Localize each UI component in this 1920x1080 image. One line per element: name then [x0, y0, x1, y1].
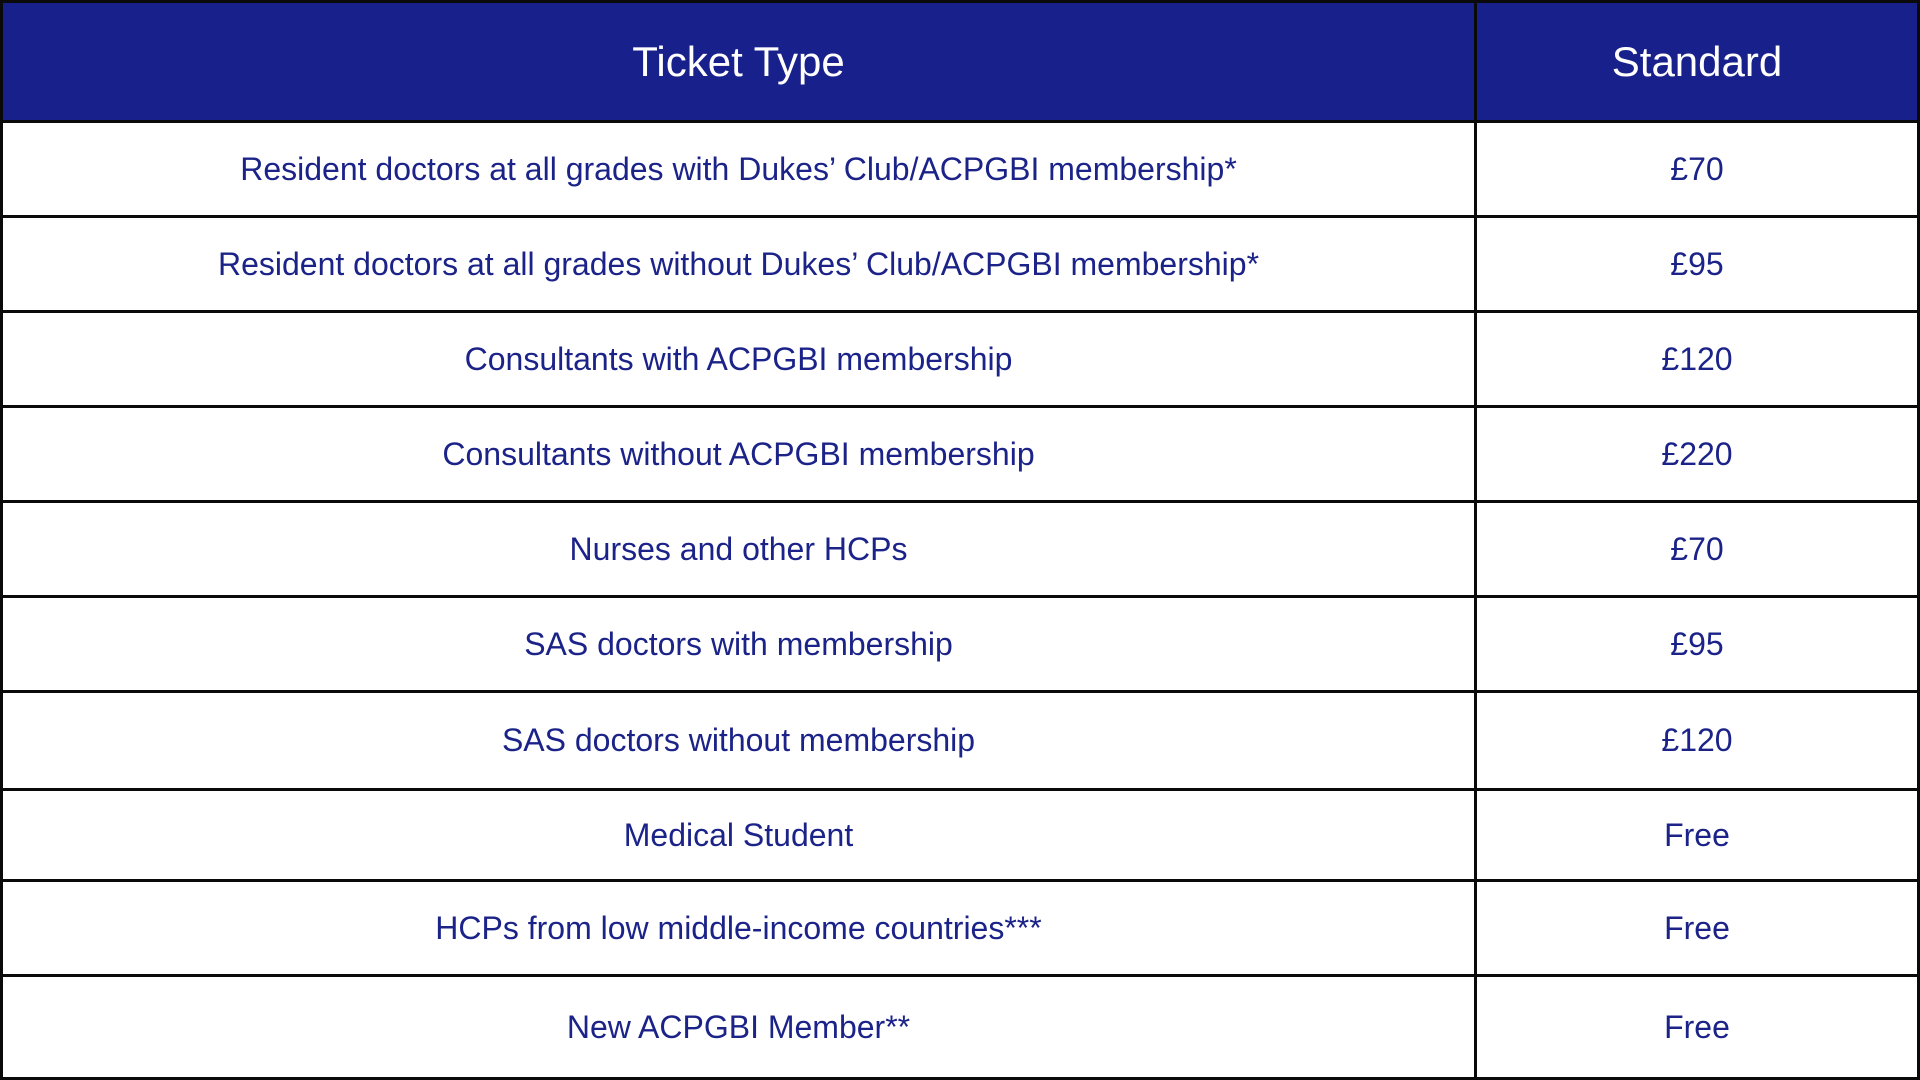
table-row — [3, 598, 1917, 693]
table-row — [3, 218, 1917, 313]
table-row — [3, 882, 1917, 977]
standard-price-cell: £220 — [1661, 435, 1733, 472]
ticket-type-cell: Nurses and other HCPs — [3, 503, 1477, 595]
ticket-type-cell: Medical Student — [3, 791, 1477, 879]
standard-price-cell: Free — [1664, 909, 1730, 946]
table-row — [3, 977, 1917, 1077]
standard-price-cell: £95 — [1670, 625, 1724, 662]
standard-price-cell: Free — [1664, 816, 1730, 853]
standard-price-cell: £120 — [1661, 340, 1733, 377]
ticket-type-cell: Resident doctors at all grades without Dukes’ Club/ACPGBI membership* — [3, 218, 1477, 310]
table-row — [3, 408, 1917, 503]
ticket-type-cell: HCPs from low middle-income countries*** — [3, 882, 1477, 974]
table-row — [3, 313, 1917, 408]
ticket-type-cell: Consultants without ACPGBI membership — [3, 408, 1477, 500]
table-row — [3, 693, 1917, 791]
ticket-type-cell: Resident doctors at all grades with Dukes’ Club/ACPGBI membership* — [3, 123, 1477, 215]
ticket-type-cell: SAS doctors without membership — [3, 693, 1477, 788]
header-ticket-type: Ticket Type — [3, 3, 1477, 120]
table-row — [3, 123, 1917, 218]
standard-price-cell: £70 — [1670, 150, 1724, 187]
ticket-type-cell: Consultants with ACPGBI membership — [3, 313, 1477, 405]
table-header-row — [3, 3, 1917, 123]
standard-price-cell: £70 — [1670, 530, 1724, 567]
table-row — [3, 791, 1917, 882]
standard-price-cell: £120 — [1661, 722, 1733, 758]
ticket-type-cell: SAS doctors with membership — [3, 598, 1477, 690]
table-row — [3, 503, 1917, 598]
ticket-type-cell: New ACPGBI Member** — [3, 977, 1477, 1077]
header-standard: Standard — [1611, 37, 1783, 85]
standard-price-cell: £95 — [1670, 245, 1724, 282]
standard-price-cell: Free — [1664, 1008, 1730, 1045]
